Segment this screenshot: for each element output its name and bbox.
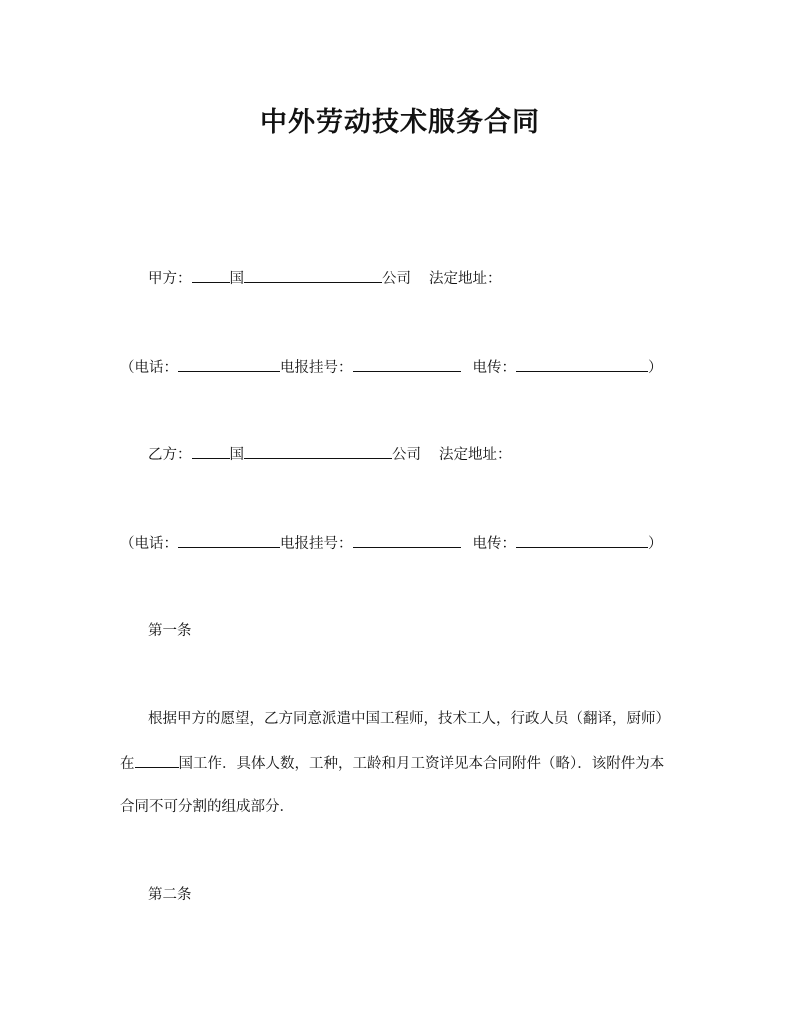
party-b-fax-blank [516, 533, 648, 548]
article-1-heading: 第一条 [148, 623, 192, 639]
party-b-close-paren: ） [648, 536, 663, 552]
party-b-fax-label: 电传： [472, 536, 516, 552]
party-a-country-blank [192, 268, 230, 283]
party-b-phone-label: （电话： [120, 536, 178, 552]
party-b-telegram-blank [353, 533, 461, 548]
party-a-country-suffix: 国 [229, 271, 244, 287]
work-country-blank [135, 753, 179, 768]
article-1-paragraph-line-2 [120, 753, 664, 774]
party-a-close-paren: ） [648, 360, 663, 376]
party-b-address-label: 法定地址： [439, 447, 512, 463]
party-b-contact-line [120, 533, 663, 554]
party-b-country-blank [192, 444, 230, 459]
party-a-phone-label: （电话： [120, 360, 178, 376]
party-b-company-blank [244, 444, 392, 459]
party-a-telegram-label: 电报挂号： [280, 360, 353, 376]
party-a-phone-blank [178, 357, 280, 372]
article-2-heading: 第二条 [148, 887, 192, 903]
party-a-company-suffix: 公司 [382, 271, 411, 287]
party-a-label: 甲方： [148, 271, 192, 287]
party-a-fax-blank [516, 357, 648, 372]
party-a-company-blank [244, 268, 382, 283]
party-a-fax-label: 电传： [472, 360, 516, 376]
party-b-telegram-label: 电报挂号： [280, 536, 353, 552]
party-a-address-label: 法定地址： [429, 271, 502, 287]
party-b-phone-blank [178, 533, 280, 548]
party-a-line [148, 268, 502, 289]
document-title: 中外劳动技术服务合同 [260, 107, 540, 138]
party-b-label: 乙方： [148, 447, 192, 463]
article-1-paragraph-line-3: 合同不可分割的组成部分． [120, 799, 294, 815]
party-b-country-suffix: 国 [229, 447, 244, 463]
article-1-line-2-rest: 国工作．具体人数，工种，工龄和月工资详见本合同附件（略）．该附件为本 [178, 756, 665, 772]
party-b-line [148, 444, 512, 465]
article-1-line-2-prefix: 在 [120, 756, 135, 772]
party-a-telegram-blank [353, 357, 461, 372]
article-1-paragraph-line-1: 根据甲方的愿望，乙方同意派遣中国工程师，技术工人，行政人员（翻译，厨师） [148, 711, 670, 727]
party-b-company-suffix: 公司 [392, 447, 421, 463]
party-a-contact-line [120, 357, 663, 378]
